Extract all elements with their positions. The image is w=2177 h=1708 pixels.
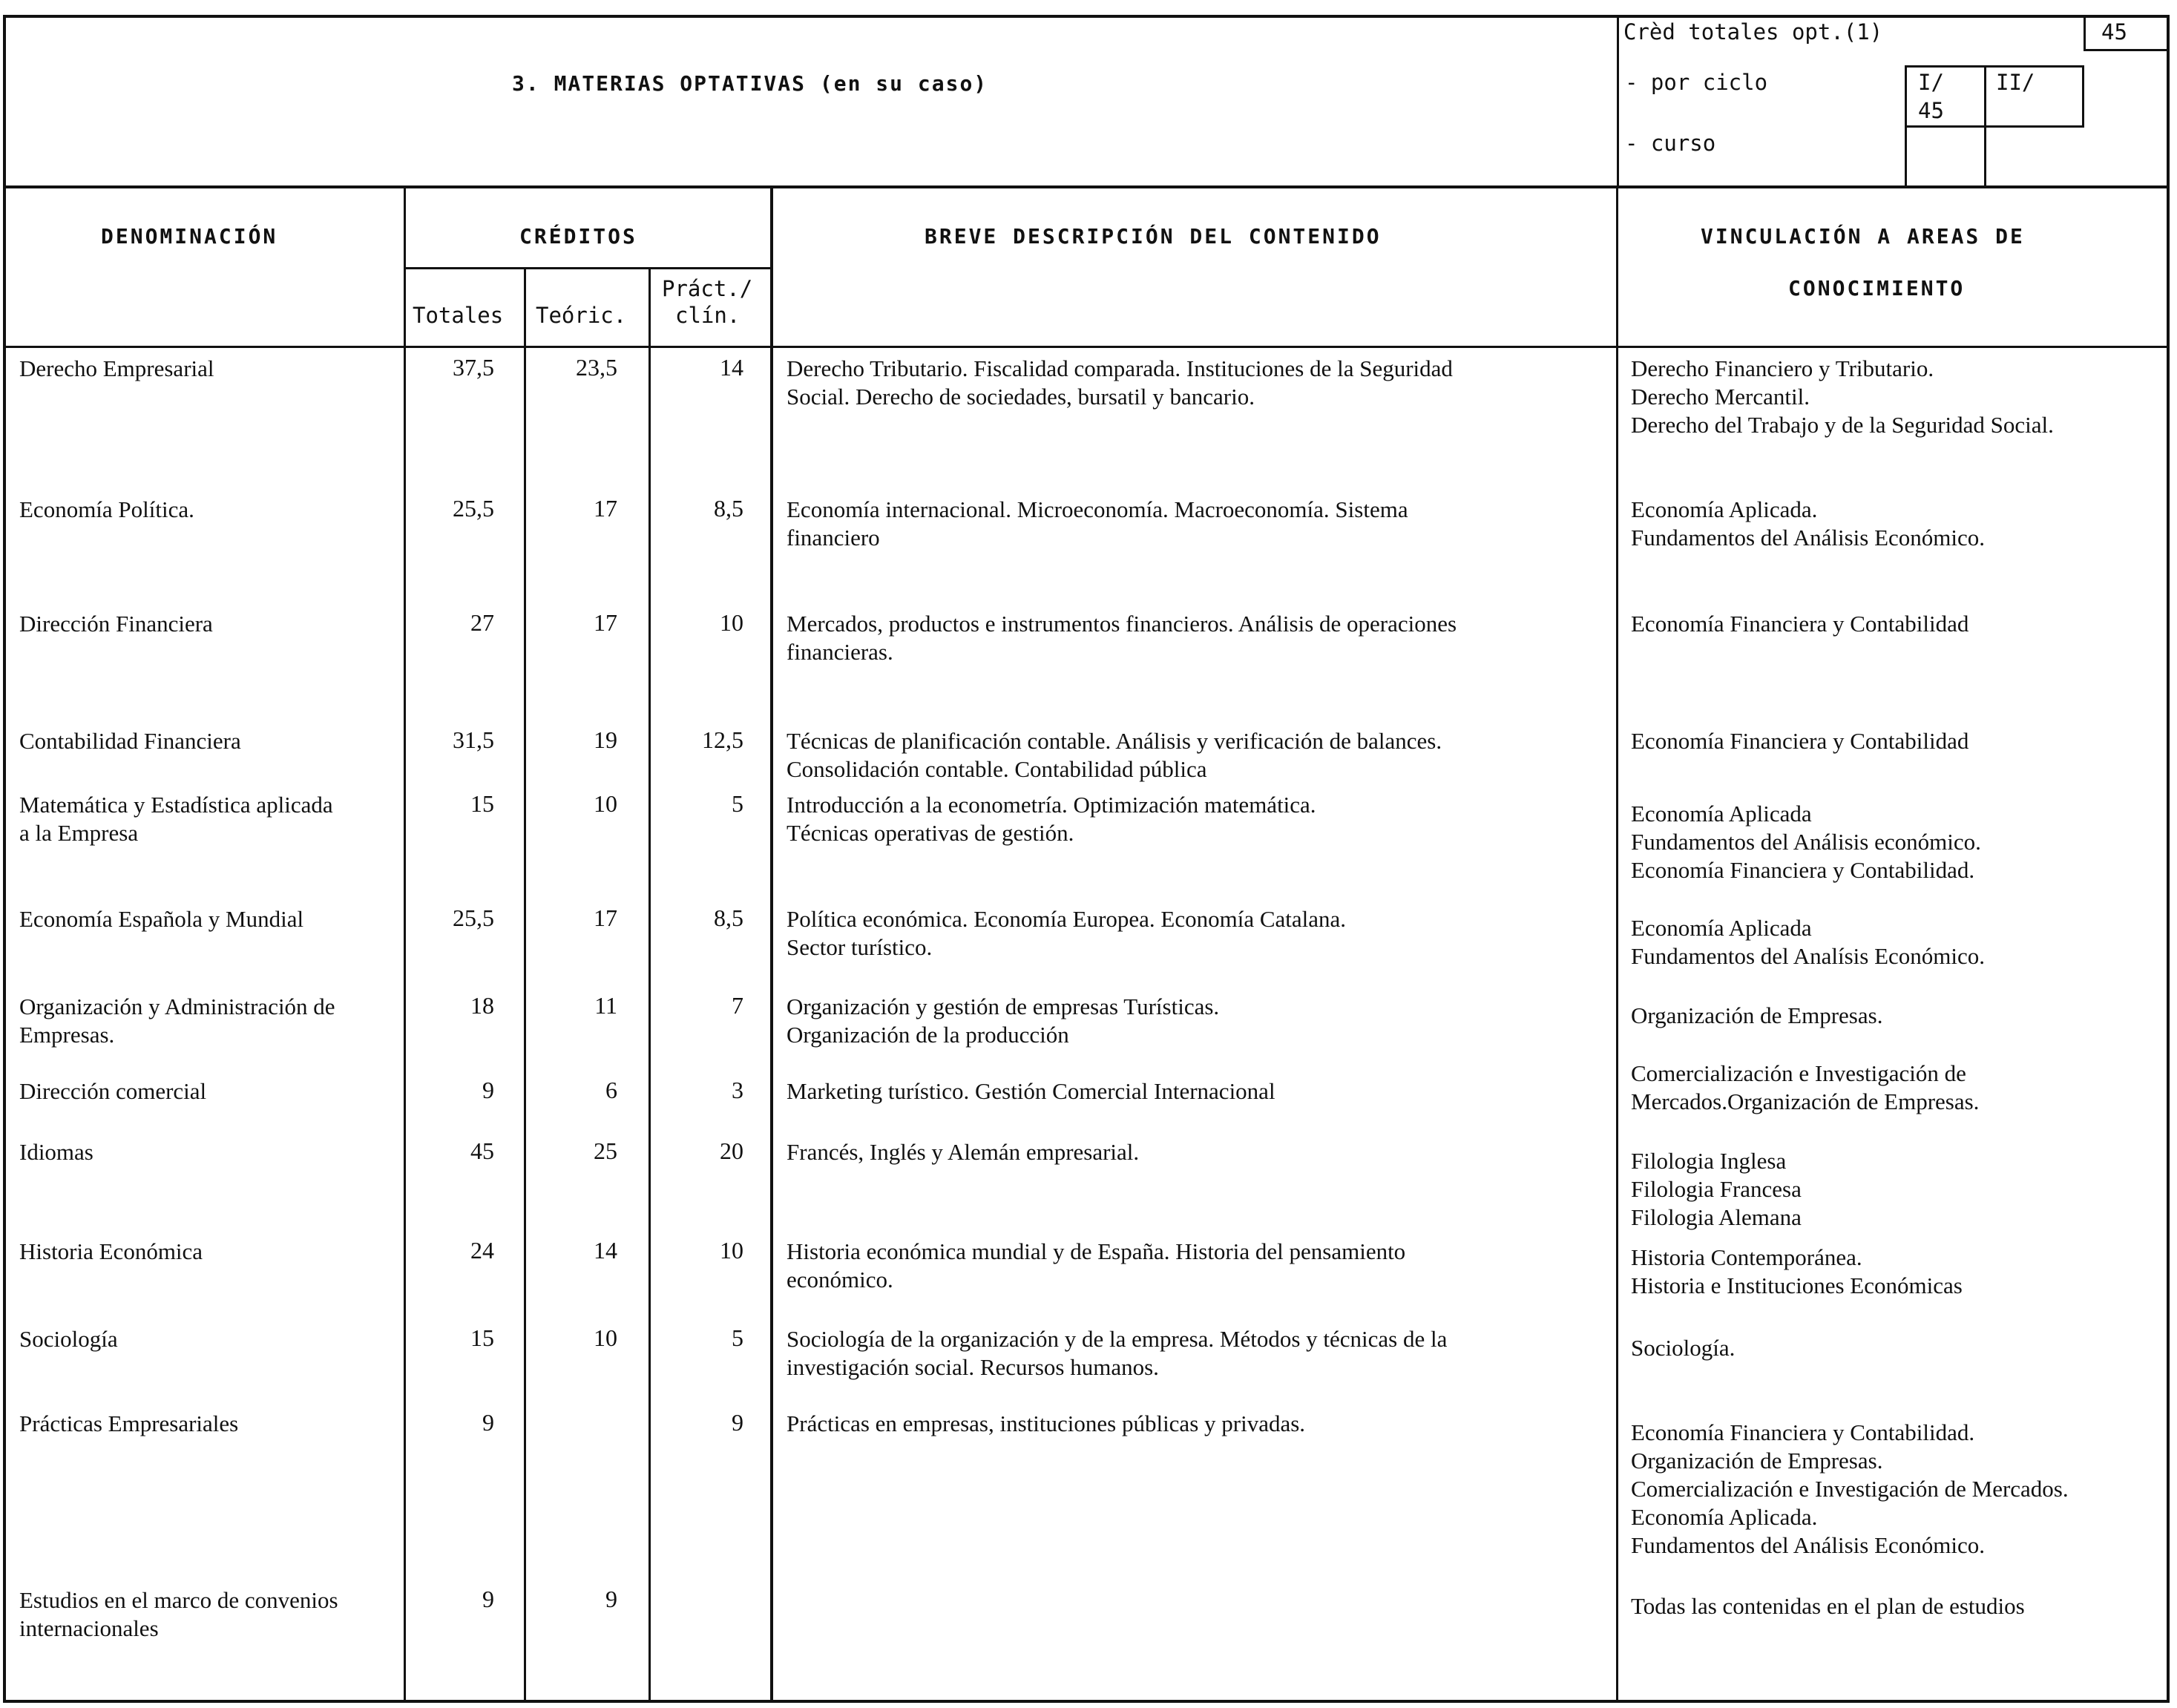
row-descripcion	[787, 791, 1592, 847]
vinculacion-line: Economía Financiera y Contabilidad.	[1631, 1419, 1975, 1445]
denominacion-line: Matemática y Estadística aplicada	[19, 792, 333, 818]
ciclo-box-left	[1905, 65, 1907, 188]
row-practicos: 10	[720, 1237, 743, 1264]
vinculacion-line: Organización de Empresas.	[1631, 1448, 1883, 1474]
por-ciclo-label: - por ciclo	[1625, 70, 1768, 95]
row-vinculacion	[1631, 727, 1969, 755]
row-descripcion	[787, 1325, 1592, 1382]
row-vinculacion	[1631, 1002, 1882, 1030]
descripcion-line: Historia económica mundial y de España. Historia del pensamiento	[787, 1238, 1406, 1264]
ciclo-II-label: II/	[1996, 70, 2035, 95]
row-totales: 15	[470, 1324, 494, 1351]
row-vinculacion	[1631, 610, 1969, 638]
row-practicos: 14	[720, 354, 743, 381]
row-denominacion	[19, 1586, 338, 1643]
vinculacion-line: Economía Aplicada	[1631, 801, 1812, 827]
ciclo-I-value: 45	[1918, 98, 1944, 123]
descripcion-line: Prácticas en empresas, instituciones públicas y privadas.	[787, 1410, 1306, 1436]
col-divider-creditos-right	[770, 187, 773, 1703]
vinculacion-line: Derecho Financiero y Tributario.	[1631, 355, 1934, 381]
descripcion-line: Sector turístico.	[787, 934, 933, 960]
vinculacion-line: Fundamentos del Analísis Económico.	[1631, 943, 1986, 969]
descripcion-line: Derecho Tributario. Fiscalidad comparada. Instituciones de la Seguridad	[787, 355, 1453, 381]
row-vinculacion	[1631, 914, 1985, 970]
descripcion-line: económico.	[787, 1267, 893, 1293]
ciclo-box-right	[2082, 65, 2084, 128]
denominacion-line: Contabilidad Financiera	[19, 728, 241, 754]
column-header-creditos: CRÉDITOS	[519, 224, 637, 249]
row-practicos: 20	[720, 1137, 743, 1164]
row-denominacion	[19, 1410, 238, 1438]
vinculacion-line: Comercialización e Investigación de	[1631, 1060, 1966, 1086]
descripcion-line: Social. Derecho de sociedades, bursatil y bancario.	[787, 384, 1255, 410]
row-teoricos: 17	[594, 495, 617, 522]
denominacion-line: Prácticas Empresariales	[19, 1410, 239, 1436]
col-divider-descripcion-right	[1616, 187, 1618, 1703]
ciclo-box-mid	[1984, 65, 1986, 188]
vinculacion-line: Economía Aplicada.	[1631, 1504, 1818, 1530]
row-totales: 27	[470, 609, 494, 636]
column-header-totales: Totales	[413, 303, 504, 328]
header-right-block-border	[1617, 15, 1619, 188]
row-vinculacion	[1631, 355, 2054, 439]
col-divider-teoricos	[648, 267, 651, 1703]
row-descripcion	[787, 610, 1592, 666]
row-totales: 25,5	[453, 495, 494, 522]
row-totales: 31,5	[453, 726, 494, 753]
column-header-teoricos: Teóric.	[536, 303, 627, 328]
denominacion-line: Organización y Administración de	[19, 993, 335, 1019]
vinculacion-line: Derecho Mercantil.	[1631, 384, 1810, 410]
row-vinculacion	[1631, 800, 1981, 884]
denominacion-line: internacionales	[19, 1615, 159, 1641]
row-totales: 45	[470, 1137, 494, 1164]
row-teoricos: 10	[594, 1324, 617, 1351]
column-header-descripcion: BREVE DESCRIPCIÓN DEL CONTENIDO	[925, 224, 1382, 249]
denominacion-line: Sociología	[19, 1326, 118, 1352]
denominacion-line: Economía Española y Mundial	[19, 906, 304, 932]
row-practicos: 8,5	[714, 904, 743, 931]
row-totales: 9	[482, 1409, 494, 1436]
cred-totales-label: Crèd totales opt.(1)	[1623, 19, 1883, 45]
descripcion-line: Economía internacional. Microeconomía. Macroeconomía. Sistema	[787, 496, 1408, 522]
descripcion-line: Marketing turístico. Gestión Comercial Internacional	[787, 1078, 1275, 1104]
column-header-vinculacion-2: CONOCIMIENTO	[1788, 276, 1966, 300]
row-teoricos: 19	[594, 726, 617, 753]
row-denominacion	[19, 1325, 118, 1353]
vinculacion-line: Derecho del Trabajo y de la Seguridad Social.	[1631, 412, 2054, 438]
vinculacion-line: Economía Financiera y Contabilidad.	[1631, 857, 1975, 883]
row-denominacion	[19, 1238, 203, 1266]
vinculacion-line: Economía Financiera y Contabilidad	[1631, 611, 1969, 637]
row-denominacion	[19, 610, 213, 638]
row-teoricos: 11	[594, 992, 617, 1019]
vinculacion-line: Mercados.Organización de Empresas.	[1631, 1088, 1980, 1114]
row-practicos: 5	[732, 1324, 743, 1351]
row-descripcion	[787, 993, 1592, 1049]
row-denominacion	[19, 791, 333, 847]
descripcion-line: financiero	[787, 525, 880, 551]
row-vinculacion	[1631, 1060, 1979, 1116]
header-bottom-rule	[3, 185, 2170, 188]
vinculacion-line: Fundamentos del Análisis Económico.	[1631, 525, 1986, 551]
row-denominacion	[19, 1077, 206, 1106]
row-descripcion	[787, 1077, 1592, 1106]
vinculacion-line: Fundamentos del Análisis económico.	[1631, 829, 1981, 855]
vinculacion-line: Filologia Alemana	[1631, 1204, 1802, 1230]
vinculacion-line: Historia e Instituciones Económicas	[1631, 1272, 1963, 1298]
denominacion-line: Derecho Empresarial	[19, 355, 214, 381]
denominacion-line: Estudios en el marco de convenios	[19, 1587, 338, 1613]
vinculacion-line: Historia Contemporánea.	[1631, 1244, 1862, 1270]
section-title: 3. MATERIAS OPTATIVAS (en su caso)	[512, 71, 988, 96]
row-practicos: 10	[720, 609, 743, 636]
row-teoricos: 6	[605, 1077, 617, 1103]
row-denominacion	[19, 905, 303, 933]
column-header-practicos-1: Práct./	[662, 276, 753, 301]
row-practicos: 9	[732, 1409, 743, 1436]
column-header-vinculacion-1: VINCULACIÓN A AREAS DE	[1701, 224, 2025, 249]
vinculacion-line: Fundamentos del Análisis Económico.	[1631, 1532, 1986, 1558]
col-divider-denominacion	[404, 187, 406, 1703]
vinculacion-line: Sociología.	[1631, 1335, 1736, 1361]
row-totales: 9	[482, 1077, 494, 1103]
descripcion-line: financieras.	[787, 639, 893, 665]
row-descripcion	[787, 1410, 1592, 1438]
vinculacion-line: Organización de Empresas.	[1631, 1002, 1883, 1028]
row-practicos: 8,5	[714, 495, 743, 522]
cred-totales-value: 45	[2101, 19, 2127, 45]
row-teoricos: 14	[594, 1237, 617, 1264]
descripcion-line: Francés, Inglés y Alemán empresarial.	[787, 1139, 1140, 1165]
row-descripcion	[787, 727, 1592, 784]
vinculacion-line: Comercialización e Investigación de Mercados.	[1631, 1476, 2069, 1502]
row-descripcion	[787, 1238, 1592, 1294]
column-header-practicos-2: clín.	[675, 303, 741, 328]
row-practicos: 7	[732, 992, 743, 1019]
row-teoricos: 10	[594, 790, 617, 817]
row-descripcion	[787, 496, 1592, 552]
row-teoricos: 17	[594, 904, 617, 931]
row-totales: 25,5	[453, 904, 494, 931]
denominacion-line: Dirección comercial	[19, 1078, 207, 1104]
row-vinculacion	[1631, 496, 1985, 552]
row-teoricos: 23,5	[576, 354, 617, 381]
row-practicos: 12,5	[702, 726, 743, 753]
row-teoricos: 17	[594, 609, 617, 636]
denominacion-line: Dirección Financiera	[19, 611, 213, 637]
column-header-bottom-rule	[3, 346, 2170, 348]
ciclo-box-bottom	[1905, 125, 2084, 128]
descripcion-line: Técnicas operativas de gestión.	[787, 820, 1074, 846]
vinculacion-line: Todas las contenidas en el plan de estudios	[1631, 1593, 2025, 1619]
descripcion-line: Política económica. Economía Europea. Economía Catalana.	[787, 906, 1347, 932]
denominacion-line: Historia Económica	[19, 1238, 203, 1264]
vinculacion-line: Economía Aplicada.	[1631, 496, 1818, 522]
vinculacion-line: Economía Aplicada	[1631, 915, 1812, 941]
row-teoricos: 9	[605, 1586, 617, 1612]
row-denominacion	[19, 496, 194, 524]
row-totales: 18	[470, 992, 494, 1019]
row-denominacion	[19, 727, 241, 755]
ciclo-box-top	[1905, 65, 2084, 68]
row-practicos: 3	[732, 1077, 743, 1103]
descripcion-line: Introducción a la econometría. Optimización matemática.	[787, 792, 1316, 818]
row-totales: 24	[470, 1237, 494, 1264]
row-vinculacion	[1631, 1334, 1735, 1362]
column-header-denominacion: DENOMINACIÓN	[101, 224, 278, 249]
row-totales: 9	[482, 1586, 494, 1612]
row-vinculacion	[1631, 1419, 2069, 1560]
row-teoricos: 25	[594, 1137, 617, 1164]
denominacion-line: a la Empresa	[19, 820, 139, 846]
row-denominacion	[19, 355, 214, 383]
curso-label: - curso	[1625, 131, 1716, 156]
denominacion-line: Empresas.	[19, 1022, 115, 1048]
descripcion-line: Organización de la producción	[787, 1022, 1069, 1048]
cred-totales-box-left	[2084, 15, 2086, 50]
vinculacion-line: Filologia Francesa	[1631, 1176, 1802, 1202]
row-vinculacion	[1631, 1244, 1963, 1300]
row-denominacion	[19, 1138, 93, 1166]
denominacion-line: Economía Política.	[19, 496, 194, 522]
row-vinculacion	[1631, 1147, 1802, 1232]
row-denominacion	[19, 993, 335, 1049]
descripcion-line: investigación social. Recursos humanos.	[787, 1354, 1159, 1380]
row-descripcion	[787, 905, 1592, 962]
ciclo-I-label: I/	[1918, 70, 1944, 95]
row-vinculacion	[1631, 1592, 2025, 1620]
descripcion-line: Consolidación contable. Contabilidad pública	[787, 756, 1207, 782]
descripcion-line: Organización y gestión de empresas Turísticas.	[787, 993, 1220, 1019]
row-descripcion	[787, 1138, 1592, 1166]
denominacion-line: Idiomas	[19, 1139, 93, 1165]
descripcion-line: Sociología de la organización y de la empresa. Métodos y técnicas de la	[787, 1326, 1448, 1352]
descripcion-line: Técnicas de planificación contable. Análisis y verificación de balances.	[787, 728, 1442, 754]
row-totales: 37,5	[453, 354, 494, 381]
row-descripcion	[787, 355, 1592, 411]
row-totales: 15	[470, 790, 494, 817]
cred-totales-box-bottom	[2084, 49, 2167, 51]
col-divider-totales	[524, 267, 526, 1703]
descripcion-line: Mercados, productos e instrumentos financieros. Análisis de operaciones	[787, 611, 1457, 637]
vinculacion-line: Economía Financiera y Contabilidad	[1631, 728, 1969, 754]
creditos-subheader-rule	[404, 267, 772, 269]
vinculacion-line: Filologia Inglesa	[1631, 1148, 1787, 1174]
row-practicos: 5	[732, 790, 743, 817]
